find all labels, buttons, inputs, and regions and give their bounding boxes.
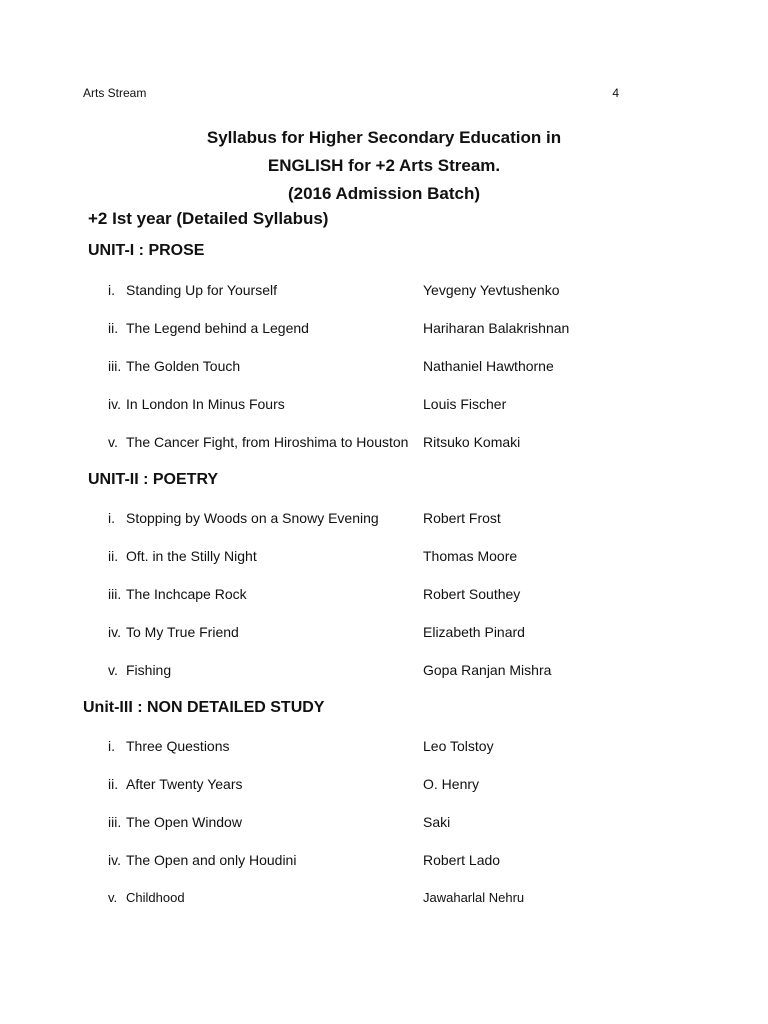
list-item [0, 774, 768, 812]
list-item [0, 280, 768, 318]
list-item [0, 850, 768, 888]
item-title: In London In Minus Fours [126, 396, 285, 412]
unit-heading-prose: UNIT-I : PROSE [88, 242, 205, 259]
item-title: Three Questions [126, 738, 230, 754]
item-title: The Inchcape Rock [126, 586, 247, 602]
item-author: Robert Frost [423, 510, 501, 526]
item-author: Elizabeth Pinard [423, 624, 525, 640]
list-item [0, 546, 768, 584]
item-title: Oft. in the Stilly Night [126, 548, 257, 564]
list-item [0, 888, 768, 926]
item-author: Robert Lado [423, 852, 501, 868]
item-title: The Open and only Houdini [126, 852, 297, 868]
unit-non-detailed-list [0, 736, 768, 926]
item-number: iv. [108, 624, 121, 640]
unit-poetry-list [0, 508, 768, 698]
item-title: Standing Up for Yourself [126, 282, 277, 298]
title-line-1: Syllabus for Higher Secondary Education in [206, 128, 562, 147]
item-number: ii. [108, 776, 119, 792]
title-line-3: (2016 Admission Batch) [287, 184, 481, 203]
item-number: i. [108, 282, 115, 298]
list-item [0, 356, 768, 394]
page-number: 4 [612, 86, 619, 100]
item-title: The Legend behind a Legend [126, 320, 309, 336]
title-line-2: ENGLISH for +2 Arts Stream. [267, 156, 501, 175]
item-title: After Twenty Years [126, 776, 243, 792]
item-number: v. [108, 434, 118, 450]
item-author: Ritsuko Komaki [423, 434, 521, 450]
list-item [0, 736, 768, 774]
item-author: Jawaharlal Nehru [423, 890, 525, 905]
item-author: Gopa Ranjan Mishra [423, 662, 552, 678]
item-title: The Golden Touch [126, 358, 241, 374]
item-title: The Cancer Fight, from Hiroshima to Houston [126, 434, 409, 450]
item-title: Childhood [126, 890, 185, 905]
unit-heading-non-detailed: Unit-III : NON DETAILED STUDY [83, 699, 325, 716]
list-item [0, 584, 768, 622]
list-item [0, 660, 768, 698]
item-author: Leo Tolstoy [423, 738, 494, 754]
item-number: v. [108, 662, 118, 678]
item-number: v. [108, 890, 118, 905]
unit-prose-list [0, 280, 768, 470]
item-number: iv. [108, 852, 121, 868]
item-number: iii. [108, 814, 122, 830]
list-item [0, 432, 768, 470]
list-item [0, 394, 768, 432]
list-item [0, 318, 768, 356]
item-author: Yevgeny Yevtushenko [423, 282, 560, 298]
item-author: Louis Fischer [423, 396, 507, 412]
document-title [0, 124, 768, 208]
list-item [0, 812, 768, 850]
item-title: The Open Window [126, 814, 242, 830]
item-author: Saki [423, 814, 451, 830]
item-author: Thomas Moore [423, 548, 518, 564]
item-number: i. [108, 738, 115, 754]
item-number: ii. [108, 320, 119, 336]
list-item [0, 508, 768, 546]
item-number: iv. [108, 396, 121, 412]
item-author: Robert Southey [423, 586, 521, 602]
list-item [0, 622, 768, 660]
item-number: iii. [108, 358, 122, 374]
year-heading: +2 Ist year (Detailed Syllabus) [88, 209, 329, 228]
item-number: i. [108, 510, 115, 526]
unit-heading-poetry: UNIT-II : POETRY [88, 471, 219, 488]
header-stream: Arts Stream [83, 86, 147, 100]
item-number: ii. [108, 548, 119, 564]
item-author: Nathaniel Hawthorne [423, 358, 554, 374]
item-author: O. Henry [423, 776, 480, 792]
item-number: iii. [108, 586, 122, 602]
item-title: To My True Friend [126, 624, 239, 640]
item-title: Stopping by Woods on a Snowy Evening [126, 510, 379, 526]
item-title: Fishing [126, 662, 172, 678]
item-author: Hariharan Balakrishnan [423, 320, 570, 336]
